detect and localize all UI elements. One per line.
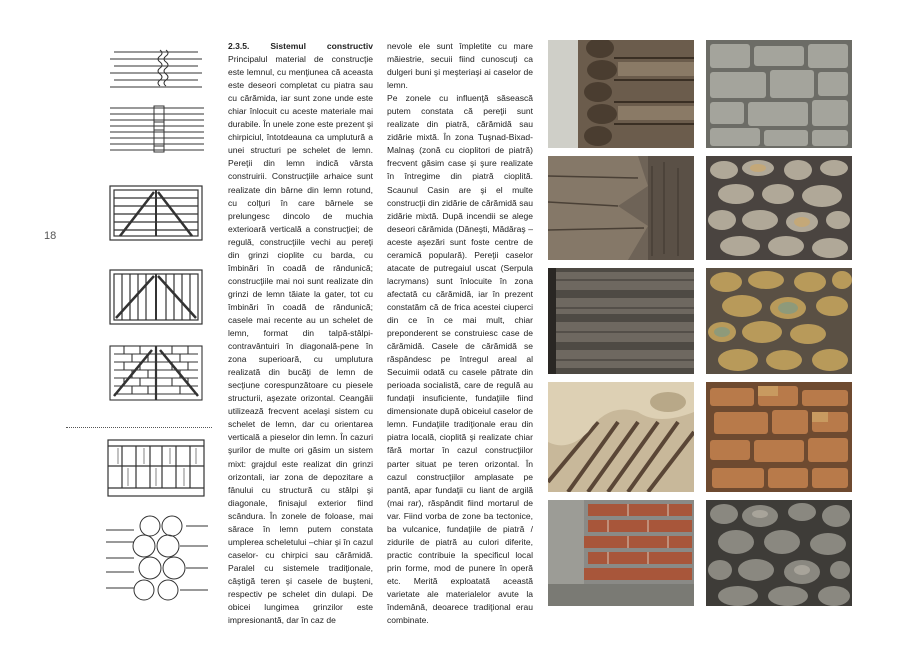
volcanic-stone-wall-photo-icon: [706, 500, 852, 606]
yellow-stone-wall-photo-icon: [706, 268, 852, 374]
section-heading: [228, 40, 373, 53]
weathered-beam-wall-photo-icon: [548, 268, 694, 374]
dotted-divider: [66, 427, 212, 428]
timber-frame-horizontal-fill-sketch-icon: [100, 182, 212, 244]
brick-wall-photo-icon: [548, 500, 694, 606]
section-title-word-1: Sistemul: [270, 41, 306, 51]
log-wall-corner-photo-icon: [548, 40, 694, 148]
dovetail-joint-photo-icon: [548, 156, 694, 260]
rubble-stone-wall-photo-icon: [706, 156, 852, 260]
text-column-right: [387, 40, 533, 627]
log-corner-sketch-icon: [100, 46, 212, 90]
body-paragraph: Principalul material de construcţie este lemnul, cu menţiunea că aceasta este deseori completat cu piatra sau cu cărămida, iar sunt zone unde este chiar înlocuit cu aceste materiale mai durabile. În unele zone este prezent şi chirpiciul, întotdeauna ca umplutură a unei structuri pe schelet de lemn. Pereţii din lemn indică vârsta construirii. Construcţiile arhaice sunt realizate din bârne din lemn rotund, cu colţuri în care bârnele se prelungesc dincolo de muchia exterioară verticală a construcţiei; de regulă, construcţiile vechi au pereţi din grinzi cioplite cu barda, cu îmbinări în coadă de rândunică; construcţiile mai noi sunt realizate din grinzi de lemn tăiate la gater, tot cu îmbinări în coadă de rândunică; casele mai recente au un schelet de lemn, format din talpă-stâlpi-contravântuiri în diagonală-pene în zona superioară, cu umplutura realizată din bucăţi de lemn de secţiune corespunzătoare cu piesele structurii, aşezate orizontal. Ceangăii utilizează frecvent acelaşi sistem cu schelet de lemn, dar cu orientarea verticală a pieselor din lemn. În cazuri şurilor de multe ori găsim un sistem mixt: grajdul este realizat din grinzi orizontali, iar zona de depozitare a fânului cu structură cu stâlpi şi diagonale, finisajul exterior fiind scândura. În zonele de foloase, mai sărace în lemn putem constata umplerea scheletului –chiar şi în cazul caselor- cu chirpici sau cărămidă. Paralel cu sistemele tradiţionale, câştigă teren şi casele de buşteni, respectiv pe schelet din dulapi. De obicei lungimea grinzilor este impresionantă, dar în caz de: [228, 54, 373, 626]
timber-frame-brick-fill-sketch-icon: [100, 342, 212, 404]
text-column-left: [228, 40, 373, 627]
body-paragraph: nevole ele sunt împletite cu mare măiestrie, secuii fiind cunoscuţi ca dulgeri buni şi meşteriaşi ai caselor de lemn.: [387, 41, 533, 91]
hewn-beam-corner-sketch-icon: [100, 100, 212, 154]
vertical-plank-wall-sketch-icon: [100, 436, 212, 498]
brick-stone-mix-photo-icon: [706, 382, 852, 492]
page-number: 18: [44, 230, 57, 242]
section-number: 2.3.5.: [228, 41, 250, 51]
round-log-ends-sketch-icon: [100, 512, 212, 604]
grey-stone-wall-photo-icon: [706, 40, 852, 148]
clay-plaster-lath-photo-icon: [548, 382, 694, 492]
timber-frame-vertical-fill-sketch-icon: [100, 266, 212, 328]
section-title-word-2: constructiv: [326, 41, 373, 51]
body-paragraph: Pe zonele cu influenţă săsească putem constata că pereţii sunt realizate din piatră, cărămidă sau zidărie mixtă. În zona Tuşnad-Bixad-Malnaş (zonă cu cioplitori de piatră) frecvent găsim case şi şure realizate în întregime din piatră cioplită. Scaunul Casin are şi el multe construcţii din zidărie de cărămidă sau zidărie mixtă. După incendii se alege deseori cărămida (Dăneşti, Mădăraş –aceste aşezări sunt foste centre de ceramică populară). Pereţii caselor atacate de putregaiul uscat (Serpula lacrymans) sunt înlocuite în zona afectată cu cărămidă, iar în prezent constatăm că de frica acestei ciuperci din ce în ce mai mult, chiar preponderent se construiesc case de cărămidă. Casele de cărămidă se răspândesc pe întregul areal al Secuimii odată cu casele pătrate din perioada socialistă, care de regulă au fundaţii insuficiente, fundaţiile fiind dimensionate după obiceiul caselor de lemn. Fundaţiile tradiţionale erau din piatra locală, cioplită şi realizate chiar fără mortar în cazul construcţiilor parter situat pe teren orizontal. În cazul construcţiilor amplasate pe pantă, apar fundaţii cu liant de argilă (mai rar), răspândit fiind mortarul de var. Fiind vorba de zone ba tectonice, ba vulcanice, fundaţiile de piatră / zidurile de piatră au culori diferite, practic contribuie la specificul local prin forme, mod de punere în operă etc. Merită exploatată această varietate ale materialelor avute la îndemână, deoarece tradiţional erau combinate.: [387, 93, 533, 626]
